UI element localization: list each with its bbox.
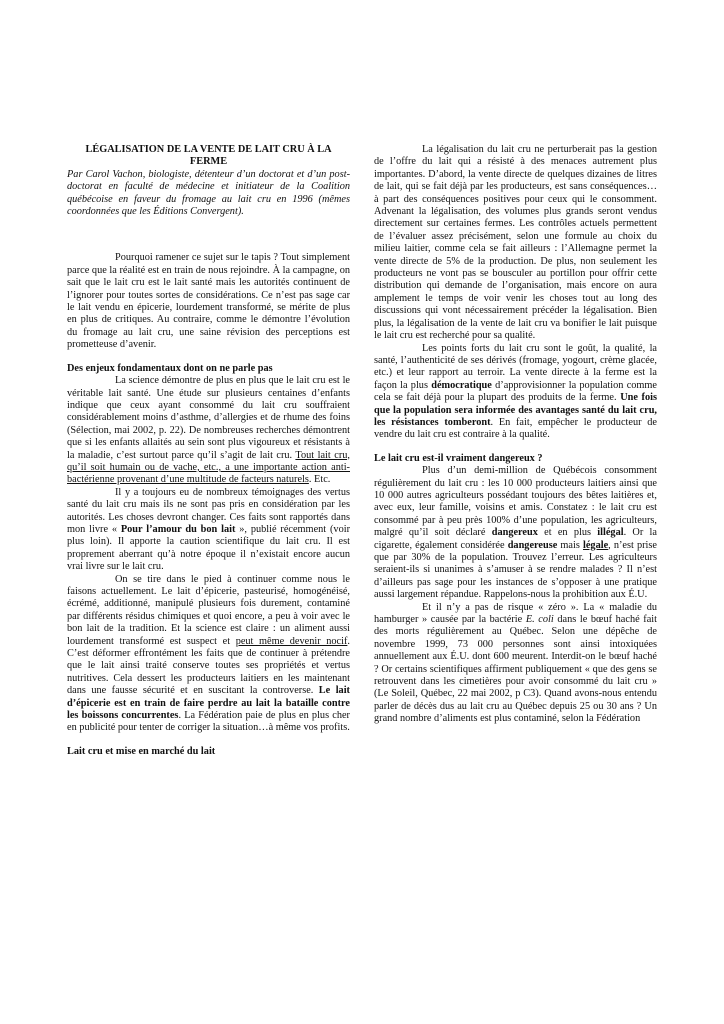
underlined-text: Tout lait cru, qu’il soit humain ou de vache, etc., a une importante action anti-bactérienne provenant d’une multitude de facteurs naturels <box>67 449 350 486</box>
text-run: Il y a toujours eu de nombreux témoignages des vertus santé du lait cru mais ils ne sont pas pris en considération par les autorités. Les choses devront changer. Ces faits sont rapportés dans mon livre « <box>67 486 350 535</box>
paragraph-risque-zero <box>374 602 657 726</box>
text-run: mais <box>557 539 583 551</box>
underlined-text: légale <box>582 539 609 551</box>
author-byline: Par Carol Vachon, biologiste, détenteur d’un doctorat et d’un post-doctorat en faculté de médecine et initiateur de la Coalition québécoise en faveur du fromage au lait cru en 1996 (mêmes coordonnées que les Éditions Convergent). <box>67 168 350 218</box>
paragraph-epicerie <box>67 574 350 735</box>
paragraph-science <box>67 375 350 487</box>
text-run: et en plus <box>537 527 598 539</box>
section-heading-enjeux: Des enjeux fondamentaux dont on ne parle pas <box>67 362 273 374</box>
text-run: . Or la cigarette, également considérée <box>374 527 657 551</box>
text-run: Et il n’y a pas de risque « zéro ». La « maladie du hamburger » causée par la bactérie <box>374 601 657 626</box>
text-run: . En fait, empêcher le producteur de vendre du lait cru est contraire à la qualité. <box>374 416 657 441</box>
book-title: Pour l’amour du bon lait <box>120 523 236 535</box>
bold-text: illégal <box>597 527 624 539</box>
paragraph-consommation <box>374 465 657 601</box>
section-heading-dangereux: Le lait cru est-il vraiment dangereux ? <box>374 452 543 464</box>
spacer <box>67 218 350 252</box>
bold-text: démocratique <box>431 379 492 391</box>
bold-text: dangereuse <box>507 539 558 551</box>
text-run: . C’est déformer effrontément les faits que de continuer à prétendre que le lait ainsi traité conserve toutes ses propriétés et vertus nutritives. Cela dessert les producteurs laitiers en les maintenant dans une fausse sécurité et en suscitant la controverse. <box>67 635 350 697</box>
underlined-text: peut même devenir nocif <box>235 635 348 647</box>
bold-text <box>583 540 608 551</box>
text-run: , n’est prise que par 30% de la population. Trouvez l’erreur. Les agriculteurs seraient-ils si unanimes à s’amuser à se rendre malades ? Il n’est d’ailleurs pas sage pour les instances de s’opposer à une pratique aussi largement répandue. Rappelons-nous la prohibition aux É.U. <box>374 539 657 601</box>
spacer <box>374 442 657 453</box>
text-run: Les points forts du lait cru sont le goût, la qualité, la santé, l’authenticité de ses dérivés (fromage, yogourt, crème glacée, etc.) et leur rapport au terroir. La vente directe à la ferme est la façon la plus <box>374 342 657 391</box>
italic-text: E. coli <box>525 614 554 626</box>
text-run: dans le bœuf haché fait des morts régulièrement au Québec. Selon une dépêche de novembre 1999, 73 000 personnes sont ainsi intoxiquées annuellement aux É.U. dont 600 meurent. Interdit-on le bœuf haché ? Or certains scientifiques affirment publiquement « que des gens se retrouvent dans les cimetières pour avoir consommé du lait cru » (Le Soleil, Québec, 22 mai 2002, p C3). Quand avons-nous entendu parler de décès dus au lait cru au Québec depuis 25 ou 30 ans ? Un grand nombre d’aliments est plus contaminé, selon la Fédération <box>374 614 657 725</box>
spacer <box>67 735 350 746</box>
text-run: La science démontre de plus en plus que le lait cru est le véritable lait santé. Une étude sur plusieurs centaines d’enfants indique que ceux ayant consommé du lait cru souffraient considérablement moins d’asthme, d’allergies et de rhume des foins (Sélection, mai 2002, p. 22). De nombreuses recherches démontrent que si les enfants allaités au sein sont plus vigoureux et résistants à la maladie, c’est surtout parce qu’il s’agit de lait cru. <box>67 375 350 461</box>
text-run: », publié récemment (voir plus loin). Il apporte la caution scientifique du lait cru. Il est proprement aberrant qu’à notre époque il n’existait encore aucun vrai livre sur le lait cru. <box>67 523 351 573</box>
section-heading-mise-en-marche: Lait cru et mise en marché du lait <box>67 745 216 757</box>
right-column <box>374 144 657 726</box>
text-run: On se tire dans le pied à continuer comme nous le faisons actuellement. Le lait d’épicerie, pasteurisé, homogénéisé, écrémé, additionné, manipulé plusieurs fois durement, contaminé par différents résidus chimiques et quoi encore, a peu à voir avec le bon lait de la tradition. Et la science est claire : un aliment aussi lourdement transformé est suspect et <box>67 573 350 647</box>
text-run: d’approvisionner la population comme cela se fait déjà pour la plupart des produits de la ferme. <box>374 379 657 404</box>
text-run: . Etc. <box>308 474 331 486</box>
left-column <box>67 144 350 758</box>
paragraph-legalisation: La légalisation du lait cru ne perturberait pas la gestion de l’offre du lait qui a résisté à des menaces autrement plus importantes. D’abord, la vente directe de quelques dizaines de litres de lait, qui se fait déjà par les producteurs, est sans conséquences… à part des conséquences positives pour ceux qui le consomment. Advenant la légalisation, des volumes plus grands seront vendus directement sur certaines fermes. Les contrôles actuels permettent de l’évaluer assez précisément, selon une formule au choix du milieu laitier, comme cela se fait ailleurs : l’Allemagne permet la vente directe de 5% de la production. De plus, non seulement les producteurs ne vont pas se bousculer au portillon pour offrir cette distribution qui demande de l’organisation, mais encore on aura amplement le temps de voir venir les choses tout au long des discussions qui vont nécessairement précéder la légalisation. Bien plus, la légalisation de la vente de lait cru va bonifier le lait puisque le lait cru est recherché pour sa qualité. <box>374 144 657 342</box>
bold-text: Le lait d’épicerie est en train de faire perdre au lait la bataille contre les boissons concurrentes <box>67 685 350 722</box>
article-title: LÉGALISATION DE LA VENTE DE LAIT CRU À LA FERME <box>85 144 332 168</box>
text-run: . La Fédération paie de plus en plus cher en publicité pour tenter de corriger la situation…à même vos profits. <box>67 710 350 734</box>
paragraph-temoignages <box>67 487 350 574</box>
text-run: Plus d’un demi-million de Québécois consomment régulièrement du lait cru : les 10 000 producteurs laitiers ainsi que 10 000 autres agriculteurs possédant toujours des bêtes laitières et, avec eux, leur famille, voisins et amis. Constatez : le lait cru est consommé par à peu près 100% d’une population, les agriculteurs, malgré qu’il soit déclaré <box>374 465 657 539</box>
spacer <box>67 352 350 363</box>
bold-text: Une fois que la population sera informée des avantages santé du lait cru, les résistances tomberont <box>374 392 657 428</box>
bold-text: dangereux <box>491 527 538 539</box>
paragraph-points-forts <box>374 343 657 442</box>
intro-paragraph: Pourquoi ramener ce sujet sur le tapis ? Tout simplement parce que la réalité est en train de nous rejoindre. À la campagne, on sait que le lait cru est le lait santé mais les autorités continuent de l’ignorer pour toutes sortes de considérations. Ce n’est pas sage car le lait vendu en épicerie, lourdement transformé, se mérite de plus en plus de critiques. Au contraire, comme le démontre l’évolution du fromage au lait cru, une saine révision des perceptions est prometteuse d’avenir. <box>67 252 350 351</box>
